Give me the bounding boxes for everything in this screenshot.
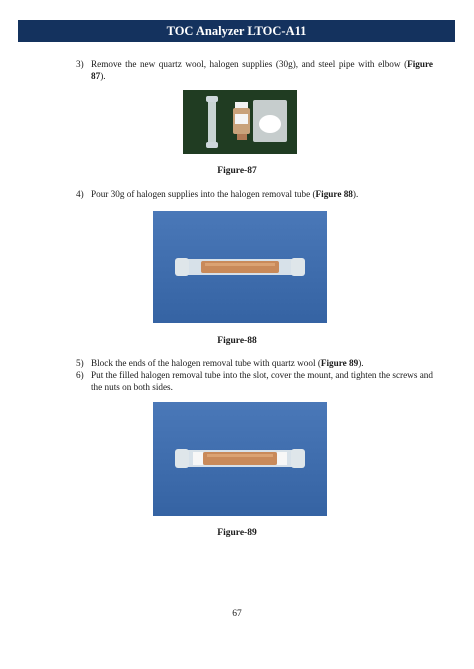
step-text: Put the filled halogen removal tube into the slot, cover the mount, and tighten the screws and the nuts on both sides.	[91, 370, 433, 392]
step-number: 5)	[76, 358, 84, 368]
figure-reference: Figure 89	[320, 358, 359, 368]
figure-reference: Figure 87	[91, 59, 433, 81]
step-text: Remove the new quartz wool, halogen supplies (30g), and steel pipe with elbow (	[91, 59, 408, 69]
figure-89-caption: Figure-89	[217, 528, 257, 538]
figure-88-image	[153, 211, 327, 323]
figure-89-image	[153, 402, 327, 516]
step-text-end: ).	[358, 358, 364, 368]
document-title: TOC Analyzer LTOC-A11	[166, 24, 307, 38]
step-number: 4)	[76, 189, 84, 199]
step-text: Pour 30g of halogen supplies into the halogen removal tube (	[91, 189, 316, 199]
document-header	[18, 20, 455, 42]
step-text-end: ).	[352, 189, 359, 199]
figure-87-image	[183, 90, 297, 154]
step-4	[76, 188, 433, 200]
figure-88-caption: Figure-88	[217, 336, 257, 346]
step-text: Block the ends of the halogen removal tube with quartz wool (	[91, 358, 321, 368]
step-3	[76, 58, 433, 82]
step-5	[76, 357, 433, 369]
step-number: 6)	[76, 370, 84, 380]
figure-89-photo	[153, 402, 327, 516]
figure-reference: Figure 88	[315, 189, 353, 199]
figure-88-photo	[153, 211, 327, 323]
step-number: 3)	[76, 59, 84, 69]
figure-87-photo	[183, 90, 297, 154]
step-6	[76, 369, 433, 393]
figure-87-caption: Figure-87	[217, 166, 257, 176]
page-number: 67	[232, 609, 242, 619]
step-text-end: ).	[100, 71, 106, 81]
